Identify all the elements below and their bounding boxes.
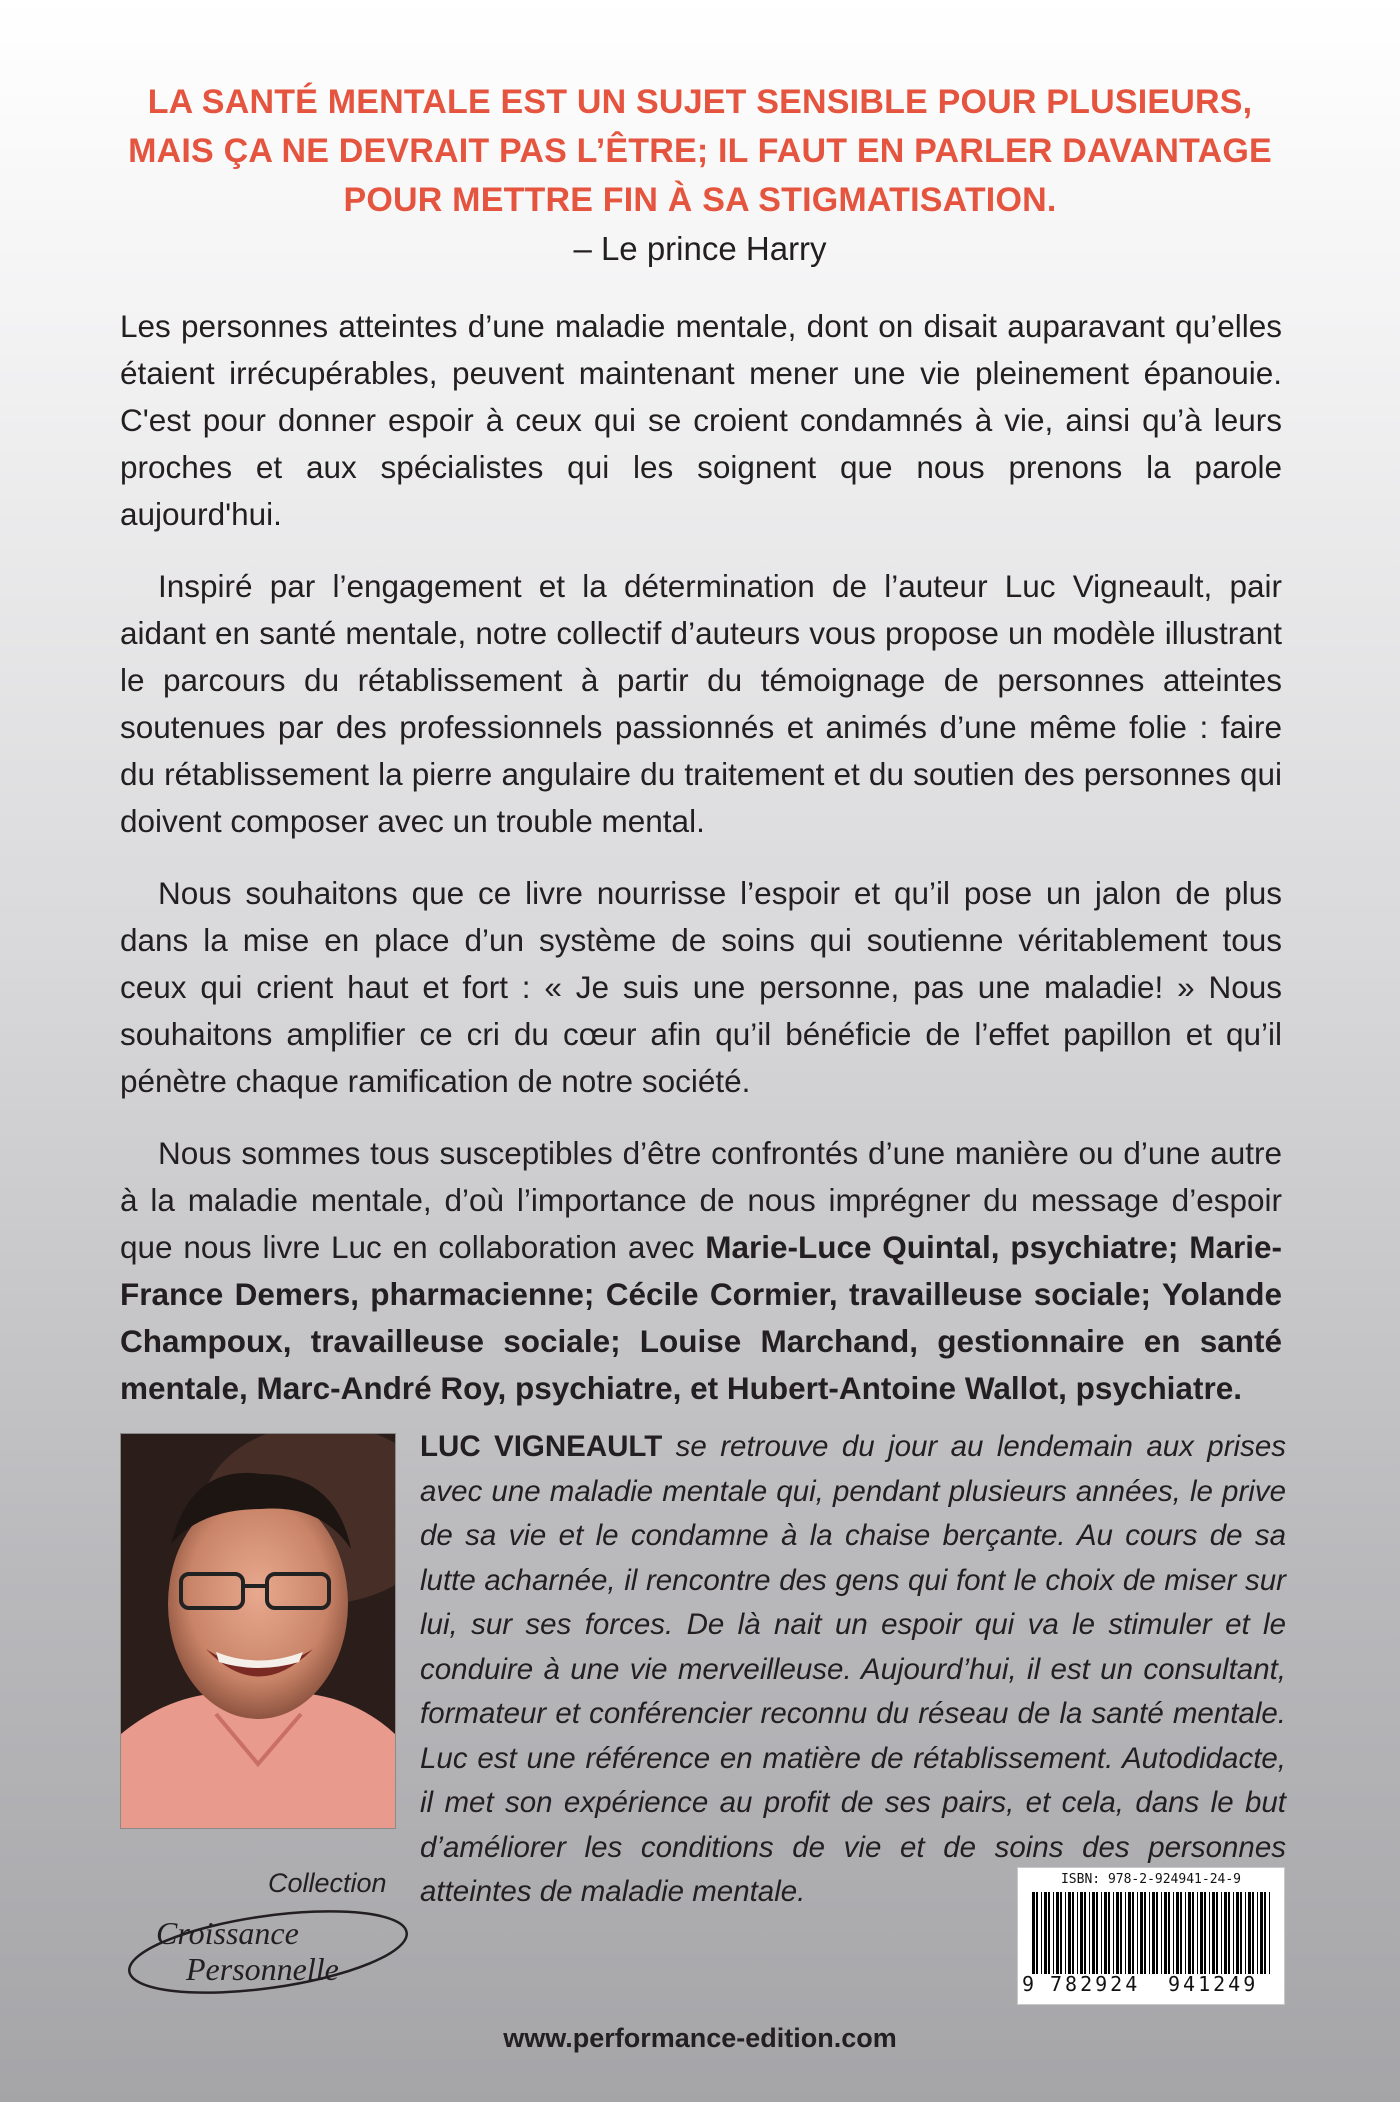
author-name: LUC VIGNEAULT [420, 1430, 663, 1463]
barcode-bar [1036, 1892, 1038, 1974]
barcode-bar [1180, 1892, 1182, 1974]
barcode-bar [1140, 1892, 1143, 1974]
barcode-bar [1204, 1892, 1206, 1974]
barcode-bar [1128, 1892, 1131, 1974]
isbn-barcode [1017, 1867, 1285, 2005]
headline-quote [90, 78, 1310, 225]
barcode-bar [1221, 1892, 1222, 1974]
barcode-bar [1176, 1892, 1179, 1974]
barcode-bar [1173, 1892, 1174, 1974]
website-url[interactable]: www.performance-edition.com [503, 2023, 897, 2053]
paragraph-4-text: Nous sommes tous susceptibles d’être confrontés d’une manière ou d’une autre à la maladie mentale, d’où l’importance de nous imprégner du message d’espoir que nous livre Luc en collaboration avec [120, 1135, 1282, 1265]
barcode-bar [1032, 1892, 1035, 1974]
author-photo [120, 1433, 396, 1829]
barcode-bar [1144, 1892, 1146, 1974]
paragraph-2: Inspiré par l’engagement et la détermination de l’auteur Luc Vigneault, pair aidant en santé mentale, notre collectif d’auteurs vous propose un modèle illustrant le parcours du rétablissement à partir du témoignage de personnes atteintes soutenues par des professionnels passionnés et animés d’une même folie : faire du rétablissement la pierre angulaire du traitement et du soutien des personnes qui doivent composer avec un trouble mental. [120, 568, 1282, 839]
barcode-bar [1065, 1892, 1066, 1974]
barcode-bar [1240, 1892, 1242, 1974]
paragraph-3: Nous souhaitons que ce livre nourrisse l’espoir et qu’il pose un jalon de plus dans la mise en place d’un système de soins qui soutienne véritablement tous ceux qui crient haut et fort : « Je suis une personne, pas une maladie! » Nous souhaitons amplifier ce cri du cœur afin qu’il bénéficie de l’effet papillon et qu’il pénètre chaque ramification de notre société. [120, 875, 1282, 1099]
barcode-bar [1056, 1892, 1059, 1974]
barcode-bar [1041, 1892, 1042, 1974]
barcode-bar [1197, 1892, 1198, 1974]
logo-word-2: Personnelle [186, 1951, 339, 1987]
barcode-bar [1048, 1892, 1050, 1974]
quote-attribution: – Le prince Harry [573, 230, 827, 267]
barcode-bar [1092, 1892, 1095, 1974]
description-body [120, 303, 1282, 1437]
barcode-bar [1185, 1892, 1186, 1974]
barcode-bar [1116, 1892, 1119, 1974]
barcode-bar [1096, 1892, 1098, 1974]
author-bio [420, 1425, 1286, 1915]
barcode-bar [1192, 1892, 1194, 1974]
author-bio-text: se retrouve du jour au lendemain aux prises avec une maladie mentale qui, pendant plusieurs années, le prive de sa vie et le condamne à la chaise berçante. Au cours de sa lutte acharnée, il rencontre des gens qui font le choix de miser sur lui, sur ses forces. De là nait un espoir qui va le stimuler et le conduire à une vie merveilleuse. Aujourd’hui, il est un consultant, formateur et conférencier reconnu du réseau de la santé mentale. Luc est une référence en matière de rétablissement. Autodidacte, il met son expérience au profit de ses pairs, et cela, dans le but d’améliorer les conditions de vie et de soins des personnes atteintes de maladie mentale. [420, 1430, 1286, 1908]
barcode-bar [1248, 1892, 1251, 1974]
quote-line-2: MAIS ÇA NE DEVRAIT PAS L’ÊTRE; IL FAUT EN PARLER DAVANTAGE [128, 132, 1272, 170]
barcode-bar [1125, 1892, 1126, 1974]
barcode-bar [1216, 1892, 1218, 1974]
collection-logo-graphic [118, 1862, 448, 1997]
barcode-bar [1053, 1892, 1054, 1974]
logo-collection-word: Collection [268, 1868, 387, 1898]
barcode-bar [1137, 1892, 1138, 1974]
barcode-bar [1044, 1892, 1047, 1974]
barcode-bar [1164, 1892, 1167, 1974]
barcode-bar [1224, 1892, 1227, 1974]
barcode-bar [1101, 1892, 1102, 1974]
barcode-bar [1089, 1892, 1090, 1974]
barcode-digits-right: 941249 [1168, 1972, 1259, 1996]
barcode-bar [1084, 1892, 1086, 1974]
barcode-bar [1104, 1892, 1107, 1974]
barcode-bar [1156, 1892, 1158, 1974]
barcode-bar [1252, 1892, 1254, 1974]
barcode-bar [1149, 1892, 1150, 1974]
barcode-bar [1212, 1892, 1215, 1974]
author-portrait-illustration [121, 1434, 395, 1828]
barcode-bar [1168, 1892, 1170, 1974]
barcode-bars [1032, 1892, 1272, 1974]
paragraph-4 [120, 1130, 1282, 1412]
quote-line-1: LA SANTÉ MENTALE EST UN SUJET SENSIBLE POUR PLUSIEURS, [147, 83, 1253, 121]
barcode-bar [1108, 1892, 1110, 1974]
barcode-bar [1188, 1892, 1191, 1974]
barcode-bar [1161, 1892, 1162, 1974]
barcode-bar [1132, 1892, 1134, 1974]
barcode-bar [1228, 1892, 1230, 1974]
barcode-bar [1257, 1892, 1258, 1974]
barcode-bar [1236, 1892, 1239, 1974]
quote-line-3: POUR METTRE FIN À SA STIGMATISATION. [343, 181, 1057, 219]
barcode-bar [1260, 1892, 1263, 1974]
barcode-bar [1200, 1892, 1203, 1974]
barcode-digits-left: 782924 [1050, 1972, 1141, 1996]
barcode-bar [1072, 1892, 1074, 1974]
barcode-bar [1245, 1892, 1246, 1974]
barcode-bar [1152, 1892, 1155, 1974]
barcode-bar [1233, 1892, 1234, 1974]
logo-word-1: Croissance [156, 1915, 299, 1951]
barcode-bar [1060, 1892, 1062, 1974]
barcode-bar [1080, 1892, 1083, 1974]
barcode-digit-first: 9 [1022, 1972, 1035, 1996]
collection-logo [118, 1862, 448, 1997]
barcode-bar [1077, 1892, 1078, 1974]
barcode-bar [1209, 1892, 1210, 1974]
paragraph-1: Les personnes atteintes d’une maladie mentale, dont on disait auparavant qu’elles étaient irrécupérables, peuvent maintenant mener une vie pleinement épanouie. C'est pour donner espoir à ceux qui se croient condamnés à vie, ainsi qu’à leurs proches et aux spécialistes qui les soignent que nous prenons la parole aujourd'hui. [120, 308, 1282, 532]
barcode-bar [1113, 1892, 1114, 1974]
barcode-bar [1269, 1892, 1270, 1974]
contributors-list: Marie-Luce Quintal, psychiatre; Marie-France Demers, pharmacienne; Cécile Cormier, travailleuse sociale; Yolande Champoux, travailleuse sociale; Louise Marchand, gestionnaire en santé mentale, Marc-André Roy, psychiatre, et Hubert-Antoine Wallot, psychiatre. [120, 1229, 1282, 1406]
barcode-graphic [1032, 1892, 1272, 1974]
barcode-bar [1068, 1892, 1071, 1974]
isbn-label: ISBN: 978-2-924941-24-9 [1060, 1872, 1241, 1887]
barcode-bar [1120, 1892, 1122, 1974]
barcode-bar [1264, 1892, 1266, 1974]
